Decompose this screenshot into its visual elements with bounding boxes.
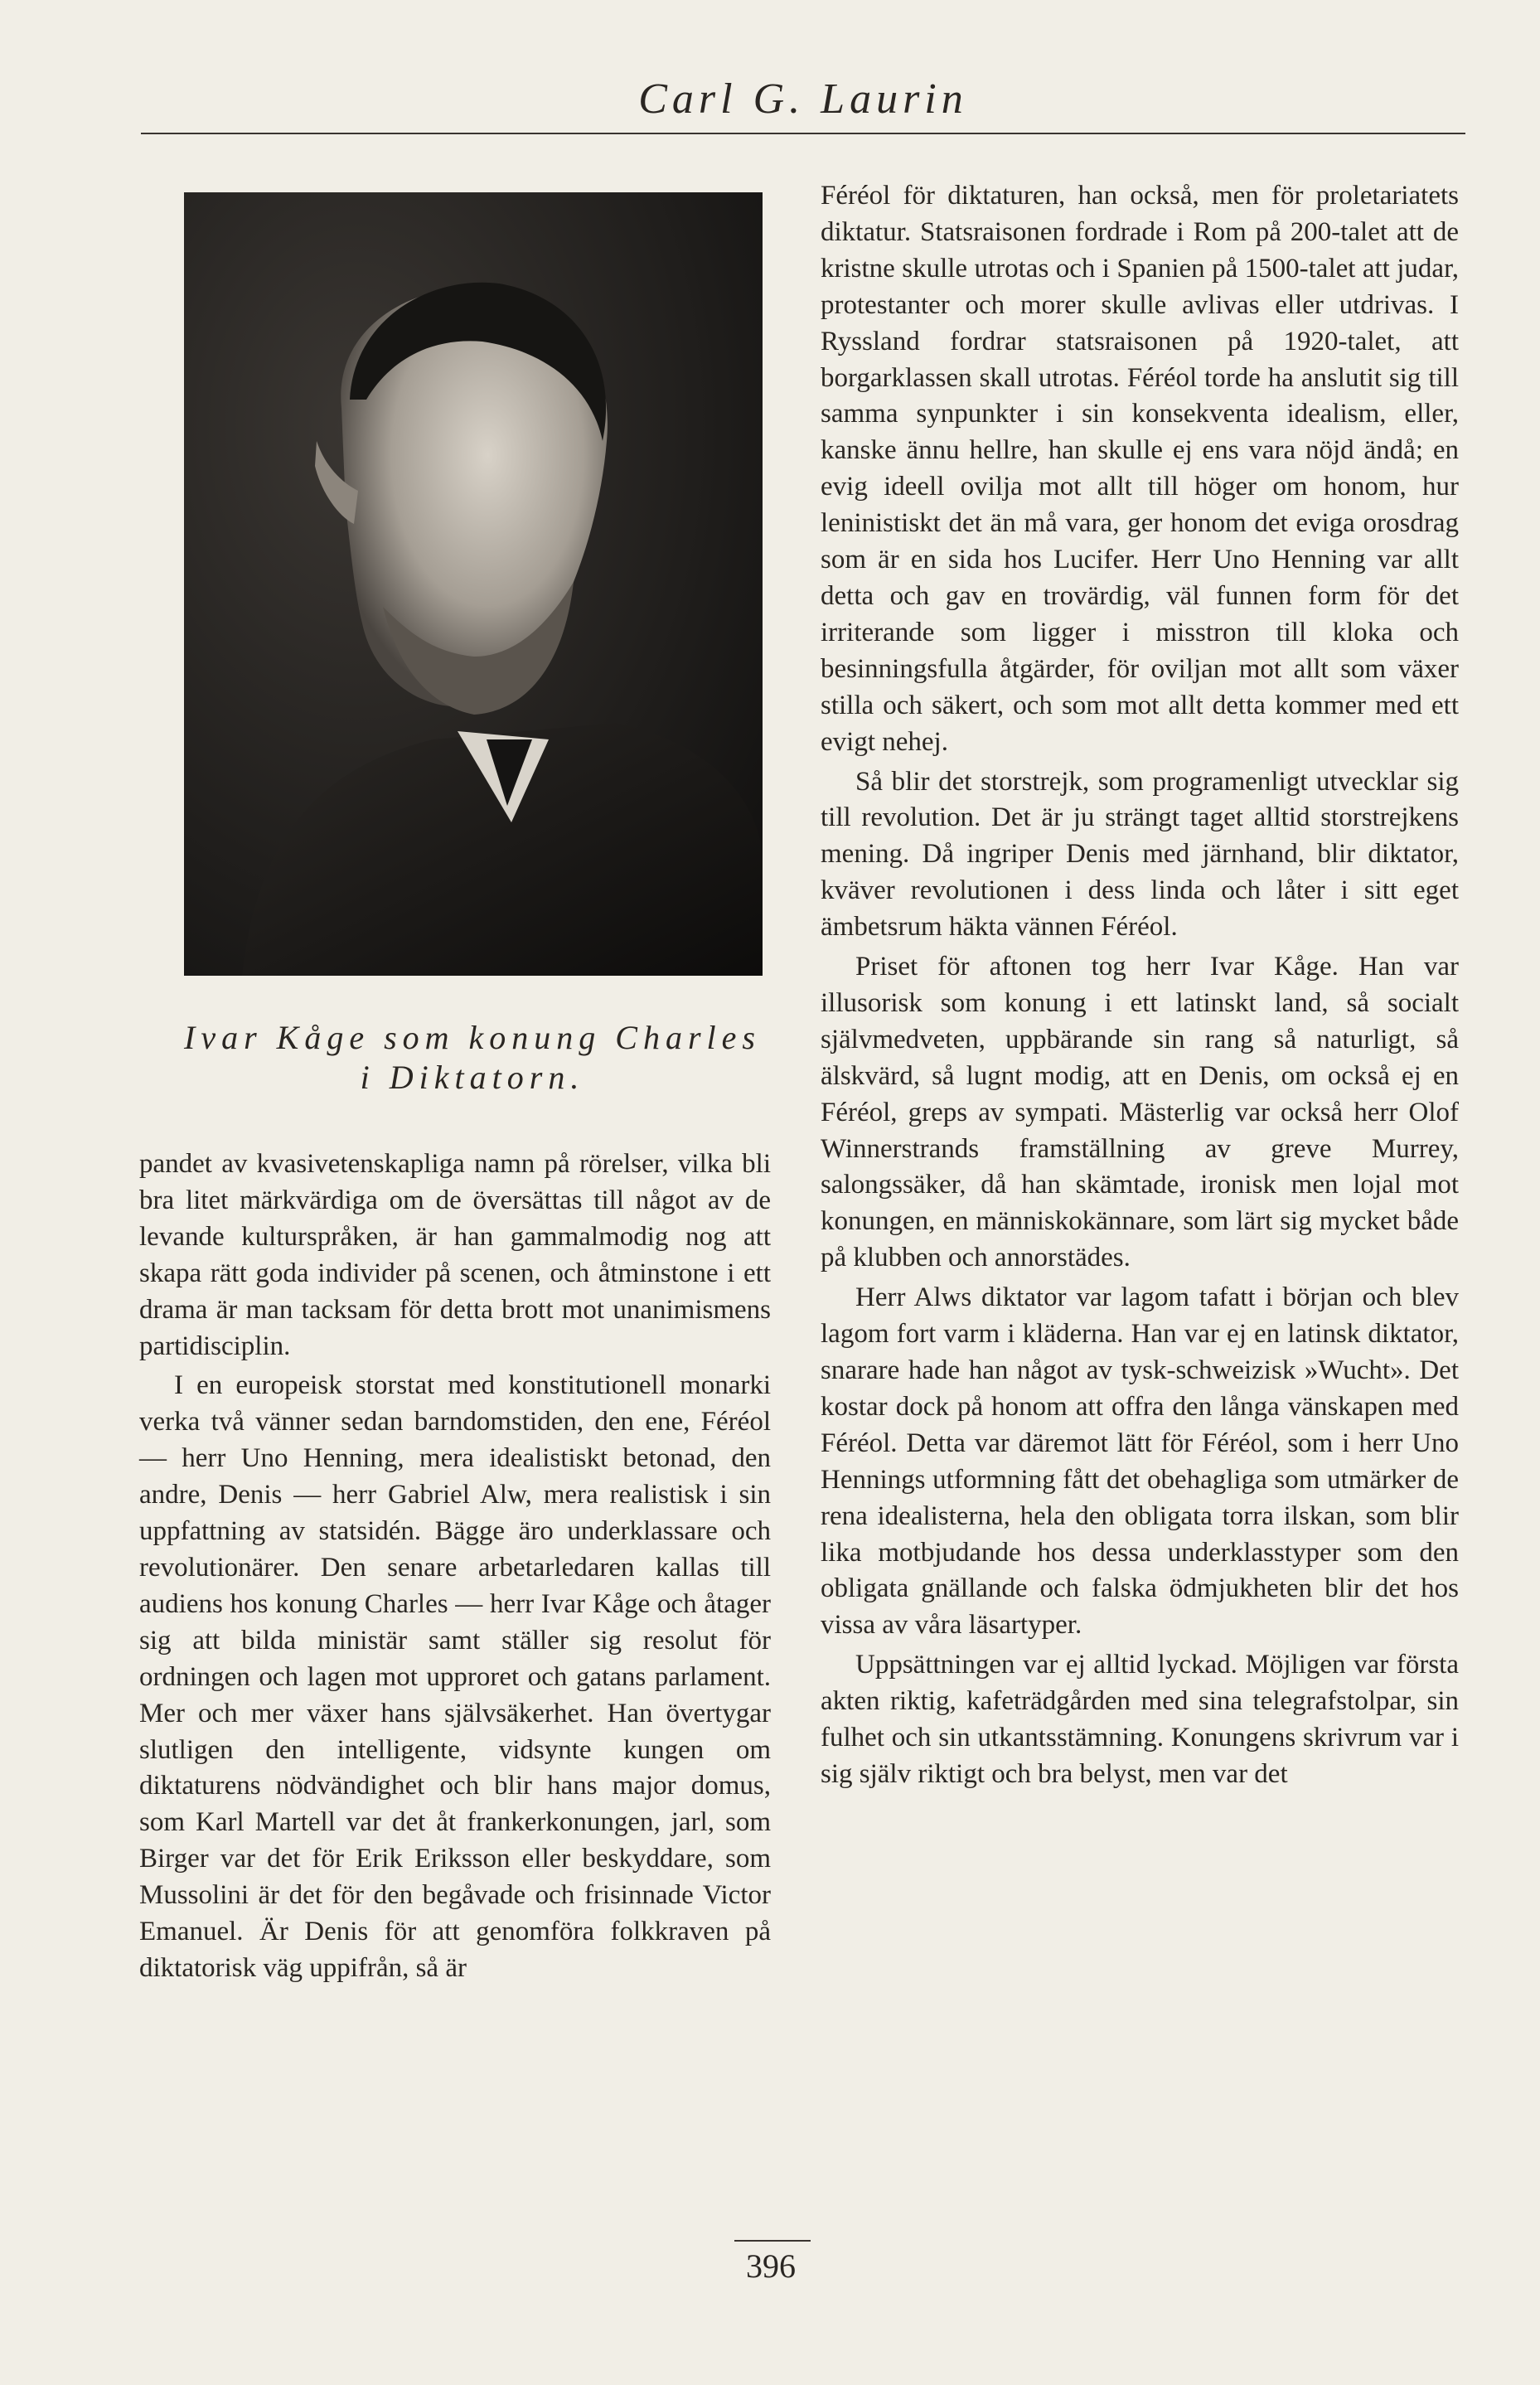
paragraph: Priset för aftonen tog herr Ivar Kåge. Han var illusorisk som konung i ett latinskt land, så socialt självmedveten, uppbärande sin rang så naturligt, så älskvärd, så lugnt modig, att en Denis, om också ej en Féréol, greps av sympati. Mästerlig var också herr Olof Winnerstrands framställning av greve Murrey, salongssäker, då han skämtade, ironisk men lojal mot konungen, en människokännare, som lärt sig mycket både på klubben och annorstädes.	[821, 952, 1459, 1273]
page-number: 396	[746, 2247, 796, 2285]
paragraph: pandet av kvasivetenskapliga namn på rörelser, vilka bli bra litet märkvärdiga om de översättas till något av de levande kulturspråken, är han gammalmodig nog att skapa rätt goda individer på scenen, och åtminstone i ett drama är man tacksam för detta brott mot unanimismens partidisciplin.	[139, 1149, 771, 1361]
caption-line-2: i Diktatorn.	[360, 1059, 585, 1096]
paragraph: Féréol för diktaturen, han också, men för proletariatets diktatur. Statsraisonen fordrade i Rom på 200-talet att de kristne skulle utrotas och i Spanien på 1500-talet att judar, protestanter och morer skulle avlivas eller utdrivas. I Ryssland fordrar statsraisonen på 1920-talet, att borgarklassen skall utrotas. Féréol torde ha anslutit sig till samma synpunkter i sin konsekventa idealism, eller, kanske ännu hellre, han skulle ej ens vara nöjd ändå; en evig ideell ovilja mot allt till höger om honom, hur leninistiskt det än må vara, ger honom det eviga orosdrag som är en sida hos Lucifer. Herr Uno Henning var allt detta och gav en trovärdig, väl funnen form för det irriterande som ligger i misstron till kloka och besinningsfulla åtgärder, för oviljan mot allt som växer stilla och säkert, och som mot allt detta kommer med ett evigt nehej.	[821, 181, 1459, 757]
running-header: Carl G. Laurin	[638, 75, 968, 123]
paragraph: Så blir det storstrejk, som programenligt utvecklar sig till revolution. Det är ju strängt taget alltid storstrejkens mening. Då ingriper Denis med järnhand, blir diktator, kväver revolutionen i dess linda och låter i sitt eget ämbetsrum häkta vännen Féréol.	[821, 766, 1459, 943]
caption-line-1: Ivar Kåge som konung Charles	[184, 1019, 761, 1056]
paragraph: I en europeisk storstat med konstitutionell monarki verka två vänner sedan barndomstiden, den ene, Féréol — herr Uno Henning, mera idealistiskt betonad, den andre, Denis — herr Gabriel Alw, mera realistisk i sin uppfattning av statsidén. Bägge äro underklassare och revolutionärer. Den senare arbetarledaren kallas till audiens hos konung Charles — herr Ivar Kåge och åtager sig att bilda ministär samt ställer sig resolut för ordningen och lagen mot upproret och gatans parlament. Mer och mer växer hans självsäkerhet. Han övertygar slutligen den intelligente, vidsynte kungen om diktaturens nödvändighet och blir hans major domus, som Karl Martell var det åt frankerkonungen, jarl, som Birger var det för Erik Eriksson eller beskyddare, som Mussolini är det för den begåvade och frisinnade Victor Emanuel. Är Denis för att genomföra folkkraven på diktatorisk väg uppifrån, så är	[139, 1370, 771, 1983]
header-rule	[141, 133, 1465, 134]
paragraph: Herr Alws diktator var lagom tafatt i början och blev lagom fort varm i kläderna. Han var ej en latinsk diktator, snarare hade han något av tysk-schweizisk »Wucht». Det kostar dock på honom att offra den långa vänskapen med Féréol. Detta var däremot lätt för Féréol, som i herr Uno Hennings utformning fått det obehagliga som utmärker de rena idealisterna, hela den obligata torra ilskan, som blir lika motbjudande hos dessa underklasstyper som den obligata gnällande och falska ödmjukheten blir det hos vissa av våra läsartyper.	[821, 1282, 1459, 1641]
portrait-photo	[184, 192, 763, 976]
paragraph: Uppsättningen var ej alltid lyckad. Möjligen var första akten riktig, kafeträdgården med sina telegrafstolpar, sin fulhet och sin utkantsstämning. Konungens skrivrum var i sig själv riktigt och bra belyst, men var det	[821, 1650, 1459, 1789]
right-column	[821, 178, 1459, 1796]
left-column	[139, 1146, 771, 1990]
photo-caption	[141, 1018, 804, 1098]
page-number-rule	[734, 2240, 811, 2242]
